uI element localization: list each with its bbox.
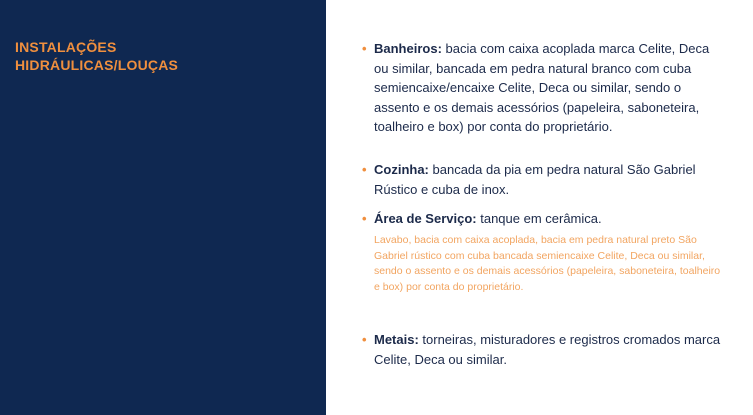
item-label: Metais: bbox=[374, 332, 419, 347]
bullet-icon: • bbox=[362, 332, 367, 347]
section-title-line-1: INSTALAÇÕES bbox=[15, 39, 117, 55]
item-label: Área de Serviço: bbox=[374, 211, 477, 226]
lavabo-note: Lavabo, bacia com caixa acoplada, bacia em pedra natural preto São Gabriel rústico com cuba bancada semiencaixe Celite, Deca ou similar, sendo o assento e os demais acessórios (papeleira, saboneteira, toalheiro e box) por conta do proprietário. bbox=[374, 234, 721, 293]
left-panel bbox=[0, 0, 326, 415]
bullet-icon: • bbox=[362, 211, 367, 226]
section-title bbox=[15, 38, 275, 74]
item-text: bacia com caixa acoplada marca Celite, Deca ou similar, bancada em pedra natural branco com cuba semiencaixe/encaixe Celite, Deca ou similar, sendo o assento e os demais acessórios (papeleira, saboneteira, toalheiro e box) por conta do proprietário. bbox=[374, 41, 710, 134]
right-panel bbox=[326, 0, 753, 415]
list-item-cozinha bbox=[362, 160, 726, 199]
list-item-metais bbox=[362, 330, 726, 369]
item-label: Cozinha: bbox=[374, 162, 429, 177]
bullet-icon: • bbox=[362, 162, 367, 177]
item-text: bancada da pia em pedra natural São Gabriel Rústico e cuba de inox. bbox=[374, 162, 696, 197]
item-text: torneiras, misturadores e registros cromados marca Celite, Deca ou similar. bbox=[374, 332, 721, 367]
list-item-banheiros bbox=[362, 39, 726, 137]
item-label: Banheiros: bbox=[374, 41, 442, 56]
section-title-line-2: HIDRÁULICAS/LOUÇAS bbox=[15, 57, 179, 73]
item-text: tanque em cerâmica. bbox=[476, 211, 602, 226]
bullet-icon: • bbox=[362, 41, 367, 56]
list-item-area-de-servico bbox=[362, 209, 726, 229]
